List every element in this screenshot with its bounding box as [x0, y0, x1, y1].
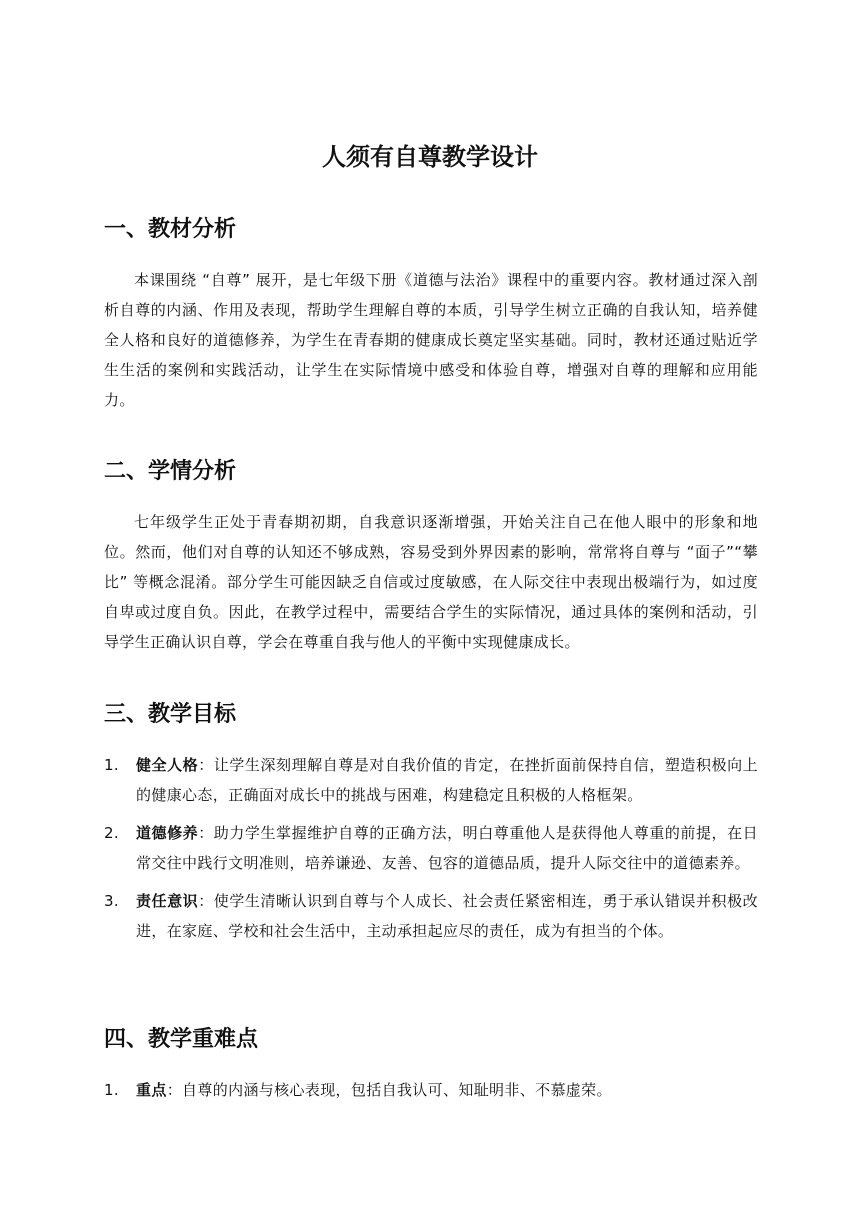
document-title: 人须有自尊教学设计: [322, 143, 538, 171]
list-item-number: 2.: [104, 824, 120, 842]
section-heading-learner-analysis: 二、学情分析: [104, 459, 237, 484]
list-item-number: 1.: [104, 1081, 120, 1099]
section-heading-teaching-goals: 三、教学目标: [104, 702, 237, 727]
list-item: [104, 1075, 758, 1105]
list-item-text: ：助力学生掌握维护自尊的正确方法，明白尊重他人是获得他人尊重的前提，在日常交往中践行文明准则，培养谦逊、友善、包容的道德品质，提升人际交往中的道德素养。: [136, 824, 759, 872]
teaching-goals-list: [104, 750, 758, 954]
list-item: [104, 886, 758, 946]
section-paragraph-textbook-analysis: 本课围绕 “自尊” 展开，是七年级下册《道德与法治》课程中的重要内容。教材通过深入剖析自尊的内涵、作用及表现，帮助学生理解自尊的本质，引导学生树立正确的自我认知，培养健全人格和良好的道德修养，为学生在青春期的健康成长奠定坚实基础。同时，教材还通过贴近学生生活的案例和实践活动，让学生在实际情境中感受和体验自尊，增强对自尊的理解和应用能力。: [104, 271, 758, 409]
section-heading-key-points: 四、教学重难点: [104, 1027, 259, 1052]
list-item-number: 1.: [104, 756, 120, 774]
list-item: [104, 750, 758, 810]
key-points-list: [104, 1075, 758, 1113]
list-item-term: 健全人格: [136, 756, 199, 774]
list-item-text: ：让学生深刻理解自尊是对自我价值的肯定，在挫折面前保持自信，塑造积极向上的健康心态，正确面对成长中的挑战与困难，构建稳定且积极的人格框架。: [136, 756, 759, 804]
list-item-text: ：自尊的内涵与核心表现，包括自我认可、知耻明非、不慕虚荣。: [166, 1081, 612, 1099]
section-heading-textbook-analysis: 一、教材分析: [104, 217, 237, 242]
list-item-number: 3.: [104, 892, 120, 910]
list-item-text: ：使学生清晰认识到自尊与个人成长、社会责任紧密相连，勇于承认错误并积极改进，在家庭、学校和社会生活中，主动承担起应尽的责任，成为有担当的个体。: [136, 892, 759, 940]
list-item-term: 责任意识: [136, 892, 199, 910]
section-paragraph-learner-analysis: 七年级学生正处于青春期初期，自我意识逐渐增强，开始关注自己在他人眼中的形象和地位。然而，他们对自尊的认知还不够成熟，容易受到外界因素的影响，常常将自尊与 “面子”“攀比” 等概念混淆。部分学生可能因缺乏自信或过度敏感，在人际交往中表现出极端行为，如过度自卑或过度自负。因此，在教学过程中，需要结合学生的实际情况，通过具体的案例和活动，引导学生正确认识自尊，学会在尊重自我与他人的平衡中实现健康成长。: [104, 513, 758, 651]
list-item-term: 重点: [136, 1081, 167, 1099]
list-item: [104, 818, 758, 878]
list-item-term: 道德修养: [136, 824, 199, 842]
